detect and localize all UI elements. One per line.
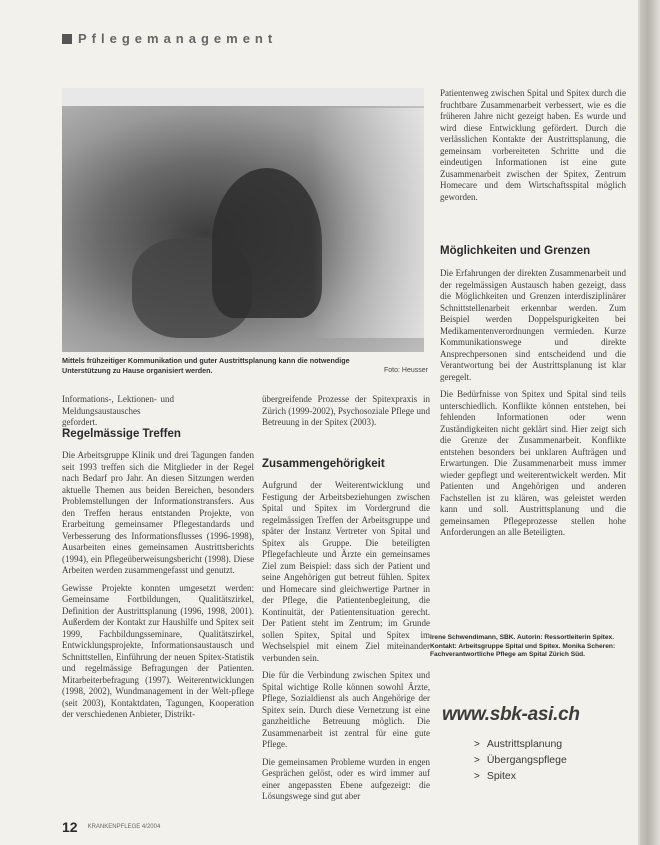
arrow-right-icon: > — [474, 770, 480, 782]
heading-zusammengehoerigkeit: Zusammengehörigkeit — [262, 458, 385, 470]
arrow-right-icon: > — [474, 738, 480, 750]
page-edge — [640, 0, 660, 845]
paragraph: Die Arbeitsgruppe Klinik und drei Tagungen fanden seit 1993 treffen sich die Mitglieder in der Regel nach Bedarf pro Jahr. An diesen Sitzungen werden aktuelle Themen aus beiden Bereichen, besonders Problemstellungen der Informationstransfers. Aus den Treffen heraus entstanden Projekte, von Erarbeitung gemeinsamer Pflegestandards und Verbesserung des Informationsflusses (1996-1998), Ausarbeiten eines gemeinsamen Austrittsberichts (1994), ein Pflegeüberweisungsbericht (1998). Diese Arbeiten werden zusammengefasst und genutzt. — [62, 450, 254, 575]
section-header — [62, 31, 277, 46]
related-link[interactable] — [474, 768, 567, 784]
page-footer — [62, 819, 160, 835]
related-link-label: Austrittsplanung — [486, 738, 563, 750]
heading-regelmaessige-treffen: Regelmässige Treffen — [62, 428, 181, 440]
right-column-intro: Patientenweg zwischen Spital und Spitex durch die fruchtbare Zusammenarbeit verbessert, wie es die früheren Jahre nicht gezeigt haben. Es wurde und wird diese Entwicklung gefördert. Durch die verlässlichen Kontakte der Austrittsplanung, die gemeinsam vorbereiteten Schritte und die eindeutigen Informationen ist eine gute Zusammenarbeit zwischen der Spitex, Zentrum Homecare und dem Wirtschaftsspital möglich geworden. — [440, 88, 626, 202]
related-link-label: Spitex — [486, 770, 517, 782]
page-number: 12 — [62, 819, 78, 835]
middle-column-intro: übergreifende Prozesse der Spitexpraxis in Zürich (1999-2002), Psychosoziale Pflege und Betreuung in der Spitex (2003). — [262, 394, 430, 427]
paragraph: Die für die Verbindung zwischen Spitex und Spital wichtige Rolle können sowohl Ärzte, Pflege, Sozialdienst als auch Angehörige der Spitex sein. Durch diese Vernetzung ist eine ganzheitliche Betreuung möglich. Die Zusammenarbeit ist zentral für eine gute Pflege. — [262, 670, 430, 749]
left-column-body — [62, 450, 254, 810]
left-column-intro: Informations-, Lektionen- und Meldungsaustausches gefordert. — [62, 394, 174, 427]
paragraph: Die Bedürfnisse von Spitex und Spital sind teils unterschiedlich. Konflikte können entstehen, bei fehlenden Informationen oder wenn Zuständigkeiten nicht geklärt sind. Hier zeigt sich die Grenze der Zusammenarbeit. Konflikte entstehen besonders bei unklaren Aufträgen und Erwartungen. Die Zusammenarbeit muss immer wieder gepflegt und weiterentwickelt werden. Mit Patienten und Angehörigen und anderen Fachstellen ist zu klären, was geleistet werden kann und soll. Austrittsplanung und die gemeinsamen Pflegeprozesse stellen hohe Anforderungen an alle Beteiligten. — [440, 389, 626, 537]
paragraph: Gewisse Projekte konnten umgesetzt werden: Gemeinsame Fortbildungen, Qualitätszirkel, Definition der Austrittsplanung (1996, 1998, 2001). Außerdem der Kontakt zur Haushilfe und Spitex seit 1999, Fachbildungsseminare, Qualitätszirkel, Entwicklungsprojekte, Informationsaustausch und Schnittstellen, Einführung der neuen Spitex-Statistik und regelmässige Befragungen der Patienten. Mitarbeiterbefragung (1997). Weiterentwicklungen (1998, 2002), Wundmanagement in der Welt-pflege (seit 2003), Kontaktdaten, Tagungen, Kooperation der verschiedenen Anbieter, Distrikt- — [62, 582, 254, 719]
photo-caption: Mittels frühzeitiger Kommunikation und guter Austrittsplanung kann die notwendige Unterstützung zu Hause organisiert werden. — [62, 356, 350, 375]
header-square-icon — [62, 34, 72, 44]
article-photo — [62, 88, 424, 352]
issue-label: KRANKENPFLEGE 4/2004 — [87, 823, 161, 830]
heading-moeglichkeiten-grenzen: Möglichkeiten und Grenzen — [440, 245, 591, 257]
related-link-label: Übergangspflege — [486, 754, 567, 766]
photo-credit: Foto: Heusser — [384, 367, 428, 374]
paragraph: Aufgrund der Weiterentwicklung und Festigung der Arbeitsbeziehungen zwischen Spital und Spitex im Vordergrund die regelmässigen Treffen der Arbeitsgruppe und später der Instanz Vertreter von Spital und Spitex als Gruppe. Die beteiligten Pflegefachleute und Ärzte ein gemeinsames Ziel zum Beispiel: dass sich der Patient und seine Angehörigen gut betreut fühlen. Spitex und Homecare sind gleichwertige Partner in der Pflege, die Patientenbegleitung, die Kontinuität, der Patientensituation gerecht. Der Patient steht im Zentrum; im Grunde sollen Spitex, Spital und Spitex im Wechselspiel mit einem Ziel miteinander verbunden sein. — [262, 480, 430, 663]
related-link[interactable] — [474, 736, 567, 752]
paragraph: Die Erfahrungen der direkten Zusammenarbeit und der regelmässigen Austausch haben gezeigt, dass die Möglichkeiten und Grenzen interdisziplinärer Schnittstellenarbeit erkennbar werden. Zum Beispiel werden Doppelspurigkeiten bei Medikamentenverordnungen vermieden. Kurze Kommunikationswege und direkte Ansprechpersonen sind entscheidend und die Verantwortung bei der Austrittsplanung ist klar geregelt. — [440, 268, 626, 382]
arrow-right-icon: > — [474, 754, 480, 766]
related-links — [474, 736, 567, 784]
website-link[interactable]: www.sbk-asi.ch — [442, 704, 580, 725]
related-link[interactable] — [474, 752, 567, 768]
middle-column-body — [262, 480, 430, 810]
paragraph: Die gemeinsamen Probleme wurden in engen Gesprächen gelöst, oder es wird immer auf einer angepassten Ebene aufgezeigt: die Lösungswege sind gut aber — [262, 756, 430, 801]
right-column-body — [440, 268, 626, 628]
section-title: Pflegemanagement — [78, 31, 278, 46]
author-bio: Irene Schwendimann, SBK. Autorin: Ressortleiterin Spitex. Kontakt: Arbeitsgruppe Spital und Spitex. Monika Scheren: Fachverantwortliche Pflege am Spital Zürich Süd. — [430, 634, 616, 659]
